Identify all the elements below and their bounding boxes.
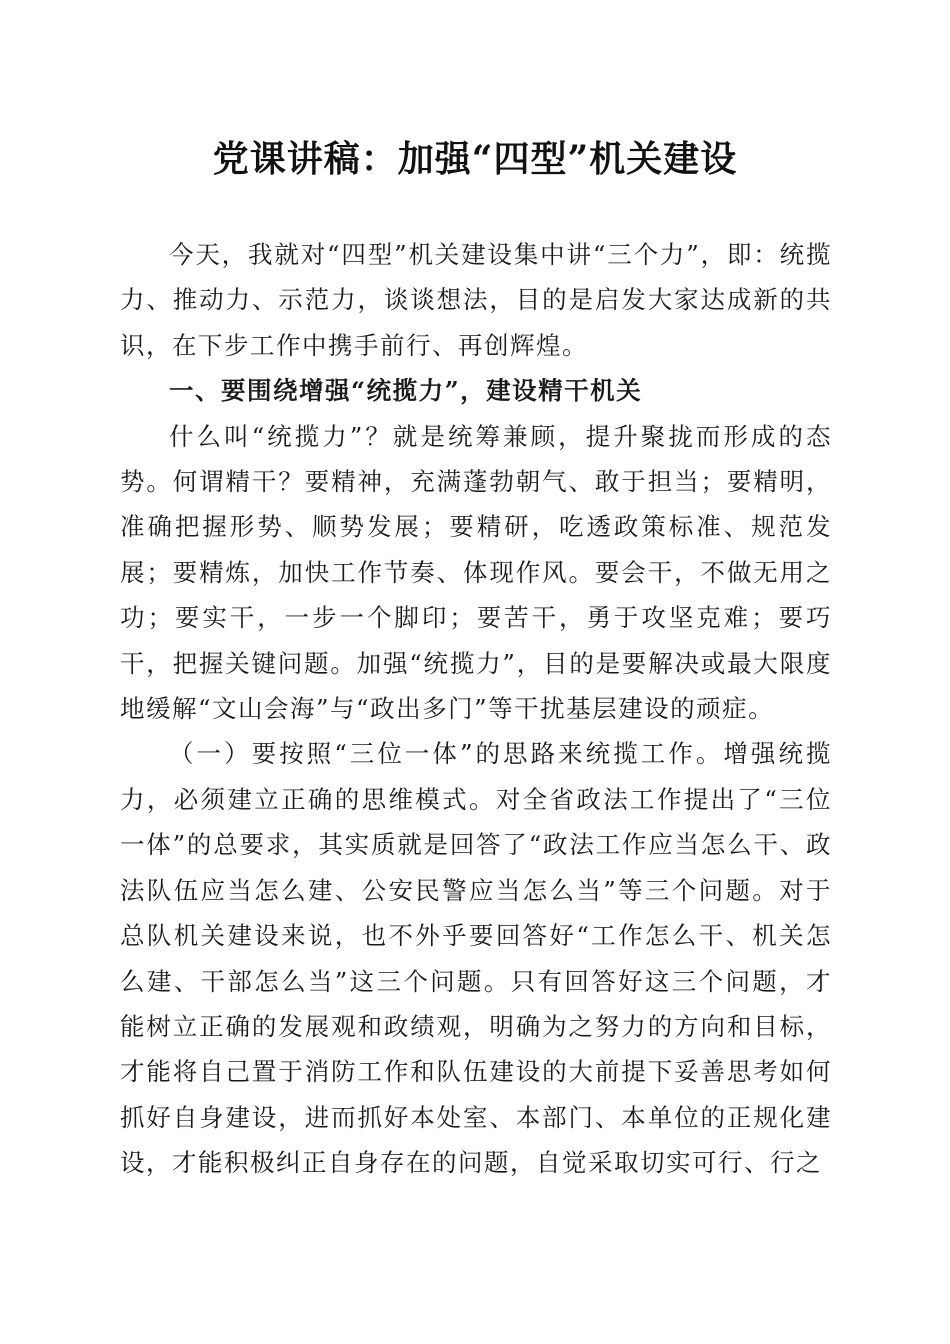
paragraph-subsection-1: （一）要按照“三位一体”的思路来统揽工作。增强统揽力，必须建立正确的思维模式。对全省政法工作提出了“三位一体”的总要求，其实质就是回答了“政法工作应当怎么干、政法队伍应当怎么建、公安民警应当怎么当”等三个问题。对于总队机关建设来说，也不外乎要回答好“工作怎么干、机关怎么建、干部怎么当”这三个问题。只有回答好这三个问题，才能树立正确的发展观和政绩观，明确为之努力的方向和目标，才能将自己置于消防工作和队伍建设的大前提下妥善思考如何抓好自身建设，进而抓好本处室、本部门、本单位的正规化建设，才能积极纠正自身存在的问题，自觉采取切实可行、行之 bbox=[120, 739, 832, 1178]
document-body bbox=[120, 232, 832, 1186]
document-title: 党课讲稿：加强“四型”机关建设 bbox=[212, 138, 738, 180]
paragraph-definition: 什么叫“统揽力”？就是统筹兼顾，提升聚拢而形成的态势。何谓精干？要精神，充满蓬勃朝气、敢于担当；要精明，准确把握形势、顺势发展；要精研，吃透政策标准、规范发展；要精炼，加快工作节奏、体现作风。要会干，不做无用之功；要实干，一步一个脚印；要苦干，勇于攻坚克难；要巧干，把握关键问题。加强“统揽力”，目的是要解决或最大限度地缓解“文山会海”与“政出多门”等干扰基层建设的顽症。 bbox=[120, 421, 832, 724]
section-heading: 一、要围绕增强“统揽力”，建设精干机关 bbox=[169, 376, 643, 406]
paragraph-intro: 今天，我就对“四型”机关建设集中讲“三个力”，即：统揽力、推动力、示范力，谈谈想法，目的是启发大家达成新的共识，在下步工作中携手前行、再创辉煌。 bbox=[120, 240, 832, 360]
